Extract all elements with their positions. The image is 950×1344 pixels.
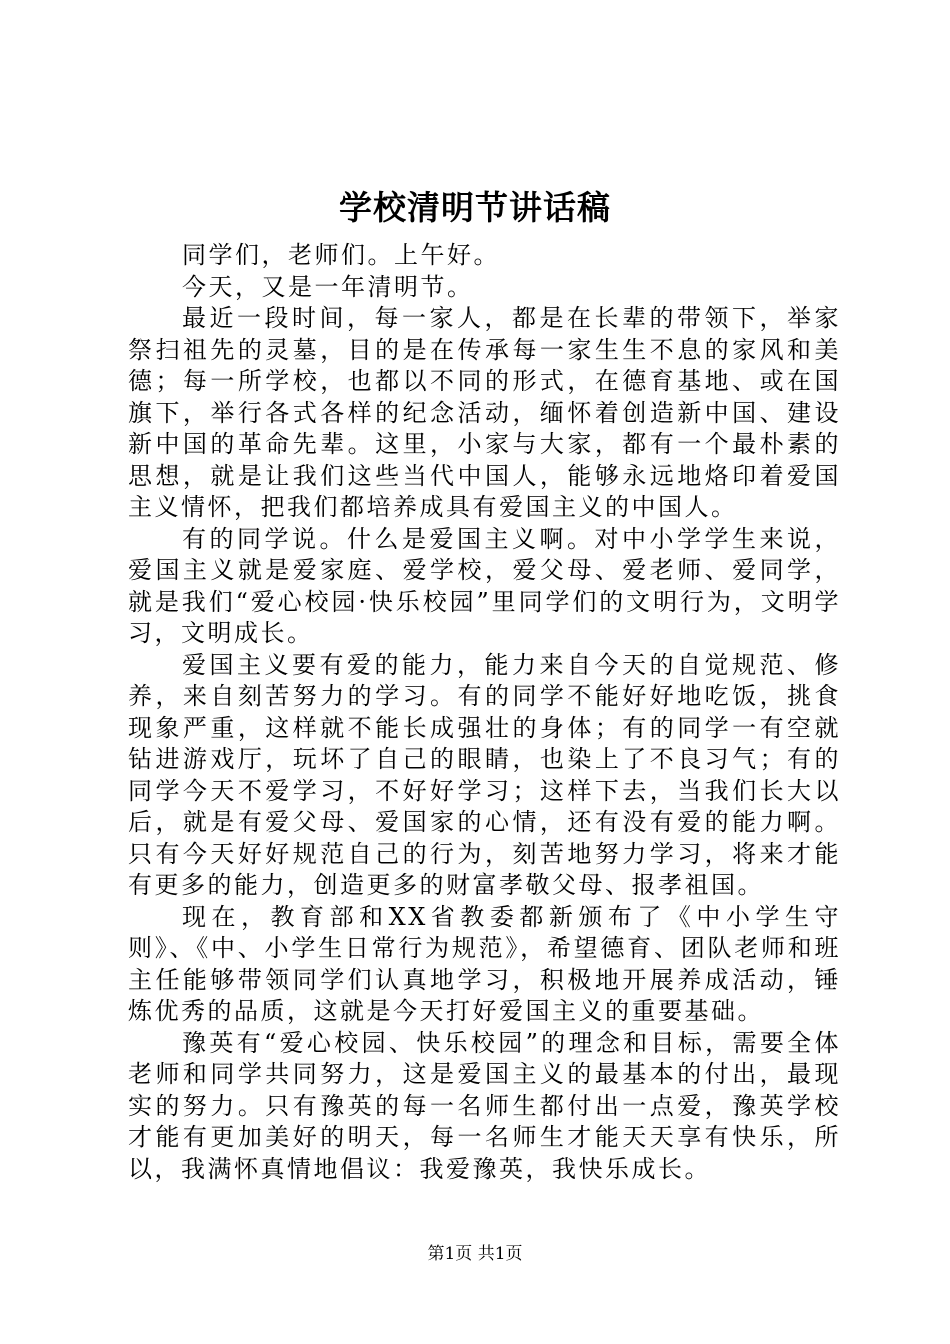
paragraph-tomb-sweeping: 最近一段时间，每一家人，都是在长辈的带领下，举家祭扫祖先的灵墓，目的是在传承每一家生生不息的家风和美德；每一所学校，也都以不同的形式，在德育基地、或在国旗下，举行各式各样的纪念活动，缅怀着创造新中国、建设新中国的革命先辈。这里，小家与大家，都有一个最朴素的思想，就是让我们这些当代中国人，能够永远地烙印着爱国主义情怀，把我们都培养成具有爱国主义的中国人。 xyxy=(128,304,841,521)
paragraph-intro: 今天，又是一年清明节。 xyxy=(182,272,474,301)
document-title: 学校清明节讲话稿 xyxy=(339,188,611,227)
paragraph-what-is-patriotism: 有的同学说。什么是爱国主义啊。对中小学学生来说，爱国主义就是爱家庭、爱学校，爱父母、爱老师、爱同学，就是我们“爱心校园·快乐校园”里同学们的文明行为，文明学习，文明成长。 xyxy=(128,524,841,647)
paragraph-closing: 豫英有“爱心校园、快乐校园”的理念和目标，需要全体老师和同学共同努力，这是爱国主义的最基本的付出，最现实的努力。只有豫英的每一名师生都付出一点爱，豫英学校才能有更加美好的明天，每一名师生才能天天享有快乐，所以，我满怀真情地倡议：我爱豫英，我快乐成长。 xyxy=(128,1028,841,1183)
paragraph-greeting: 同学们，老师们。上午好。 xyxy=(182,241,500,269)
document-body xyxy=(128,240,841,1185)
paragraph-new-rules: 现在，教育部和XX省教委都新颁布了《中小学生守则》、《中、小学生日常行为规范》，希望德育、团队老师和班主任能够带领同学们认真地学习，积极地开展养成活动，锤炼优秀的品质，这就是今天打好爱国主义的重要基础。 xyxy=(128,902,841,1025)
page-number-footer: 第1页 共1页 xyxy=(427,1244,523,1264)
paragraph-ability-to-love: 爱国主义要有爱的能力，能力来自今天的自觉规范、修养，来自刻苦努力的学习。有的同学不能好好地吃饭，挑食现象严重，这样就不能长成强壮的身体；有的同学一有空就钻进游戏厅，玩坏了自己的眼睛，也染上了不良习气；有的同学今天不爱学习，不好好学习；这样下去，当我们长大以后，就是有爱父母、爱国家的心情，还有没有爱的能力啊。只有今天好好规范自己的行为，刻苦地努力学习，将来才能有更多的能力，创造更多的财富孝敬父母、报孝祖国。 xyxy=(128,650,841,899)
